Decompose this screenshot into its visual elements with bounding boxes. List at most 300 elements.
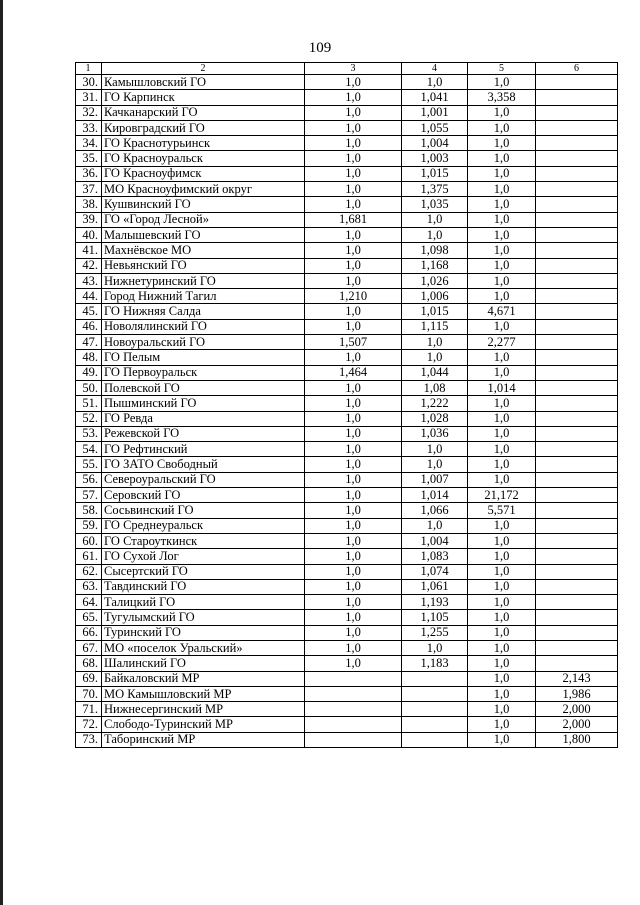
table-row (76, 90, 618, 105)
row-number: 37. (76, 182, 102, 197)
table-row (76, 396, 618, 411)
row-number: 34. (76, 136, 102, 151)
table-row (76, 243, 618, 258)
value-col-3: 1,0 (305, 197, 402, 212)
municipality-name: Туринский ГО (102, 625, 305, 640)
row-number: 55. (76, 457, 102, 472)
value-col-4: 1,028 (402, 411, 468, 426)
value-col-3: 1,0 (305, 120, 402, 135)
value-col-5: 1,0 (468, 595, 536, 610)
municipality-name: ГО Сухой Лог (102, 549, 305, 564)
value-col-5: 1,0 (468, 396, 536, 411)
value-col-6 (536, 75, 618, 90)
row-number: 63. (76, 579, 102, 594)
value-col-4: 1,255 (402, 625, 468, 640)
value-col-5: 1,0 (468, 564, 536, 579)
value-col-5: 1,0 (468, 273, 536, 288)
value-col-6 (536, 289, 618, 304)
table-row (76, 564, 618, 579)
municipality-name: Таборинский МР (102, 732, 305, 747)
municipality-name: Камышловский ГО (102, 75, 305, 90)
value-col-4: 1,0 (402, 457, 468, 472)
row-number: 71. (76, 702, 102, 717)
municipality-name: ГО Среднеуральск (102, 518, 305, 533)
value-col-4: 1,041 (402, 90, 468, 105)
municipality-name: МО Красноуфимский округ (102, 182, 305, 197)
value-col-5: 1,0 (468, 625, 536, 640)
column-header-6: 6 (536, 63, 618, 75)
row-number: 47. (76, 335, 102, 350)
value-col-6: 2,000 (536, 717, 618, 732)
table-row (76, 472, 618, 487)
value-col-5: 1,0 (468, 197, 536, 212)
value-col-5: 21,172 (468, 488, 536, 503)
value-col-5: 1,0 (468, 533, 536, 548)
value-col-5: 1,0 (468, 166, 536, 181)
value-col-5: 1,0 (468, 136, 536, 151)
value-col-4: 1,003 (402, 151, 468, 166)
row-number: 49. (76, 365, 102, 380)
table-row (76, 411, 618, 426)
value-col-4 (402, 671, 468, 686)
value-col-5: 1,0 (468, 151, 536, 166)
page-number: 109 (308, 40, 332, 56)
value-col-6 (536, 426, 618, 441)
value-col-3: 1,210 (305, 289, 402, 304)
value-col-4: 1,0 (402, 227, 468, 242)
municipality-name: ГО Пелым (102, 350, 305, 365)
value-col-6 (536, 258, 618, 273)
value-col-4: 1,183 (402, 656, 468, 671)
scan-edge (0, 0, 3, 905)
row-number: 30. (76, 75, 102, 90)
value-col-4: 1,074 (402, 564, 468, 579)
value-col-4: 1,0 (402, 640, 468, 655)
table-row (76, 640, 618, 655)
value-col-6: 2,000 (536, 702, 618, 717)
municipality-name: ГО Ревда (102, 411, 305, 426)
row-number: 62. (76, 564, 102, 579)
value-col-6 (536, 656, 618, 671)
municipality-name: ГО Нижняя Салда (102, 304, 305, 319)
value-col-3: 1,0 (305, 243, 402, 258)
value-col-4: 1,375 (402, 182, 468, 197)
row-number: 33. (76, 120, 102, 135)
table-row (76, 227, 618, 242)
value-col-4 (402, 732, 468, 747)
table-row (76, 182, 618, 197)
value-col-3: 1,0 (305, 518, 402, 533)
value-col-6 (536, 365, 618, 380)
municipality-name: Сосьвинский ГО (102, 503, 305, 518)
municipality-name: ГО ЗАТО Свободный (102, 457, 305, 472)
row-number: 60. (76, 533, 102, 548)
row-number: 67. (76, 640, 102, 655)
value-col-4: 1,168 (402, 258, 468, 273)
municipality-name: Байкаловский МР (102, 671, 305, 686)
municipality-name: МО Камышловский МР (102, 686, 305, 701)
row-number: 69. (76, 671, 102, 686)
table-row (76, 595, 618, 610)
value-col-6 (536, 564, 618, 579)
table-row (76, 136, 618, 151)
value-col-3: 1,0 (305, 136, 402, 151)
table-row (76, 380, 618, 395)
row-number: 73. (76, 732, 102, 747)
value-col-4: 1,006 (402, 289, 468, 304)
value-col-3: 1,0 (305, 472, 402, 487)
value-col-6 (536, 350, 618, 365)
table-row (76, 166, 618, 181)
table-row (76, 75, 618, 90)
value-col-4: 1,007 (402, 472, 468, 487)
value-col-4: 1,222 (402, 396, 468, 411)
table-row (76, 671, 618, 686)
value-col-3: 1,0 (305, 610, 402, 625)
municipality-name: Новоуральский ГО (102, 335, 305, 350)
table-row (76, 656, 618, 671)
row-number: 61. (76, 549, 102, 564)
table-row (76, 518, 618, 533)
value-col-3: 1,0 (305, 457, 402, 472)
table-row (76, 702, 618, 717)
municipality-name: Полевской ГО (102, 380, 305, 395)
value-col-3: 1,0 (305, 656, 402, 671)
value-col-6 (536, 151, 618, 166)
value-col-4: 1,098 (402, 243, 468, 258)
value-col-4: 1,105 (402, 610, 468, 625)
value-col-5: 1,014 (468, 380, 536, 395)
row-number: 51. (76, 396, 102, 411)
table-row (76, 503, 618, 518)
municipality-name: Сысертский ГО (102, 564, 305, 579)
value-col-6 (536, 457, 618, 472)
municipality-name: Талицкий ГО (102, 595, 305, 610)
value-col-4: 1,083 (402, 549, 468, 564)
row-number: 44. (76, 289, 102, 304)
value-col-5: 1,0 (468, 686, 536, 701)
value-col-4: 1,035 (402, 197, 468, 212)
row-number: 41. (76, 243, 102, 258)
value-col-6: 1,986 (536, 686, 618, 701)
municipality-name: Качканарский ГО (102, 105, 305, 120)
municipality-name: ГО Рефтинский (102, 442, 305, 457)
table-row (76, 350, 618, 365)
row-number: 31. (76, 90, 102, 105)
value-col-5: 1,0 (468, 289, 536, 304)
value-col-5: 1,0 (468, 227, 536, 242)
row-number: 56. (76, 472, 102, 487)
value-col-3: 1,0 (305, 151, 402, 166)
value-col-4: 1,015 (402, 304, 468, 319)
table-row (76, 579, 618, 594)
value-col-5: 1,0 (468, 319, 536, 334)
value-col-3: 1,0 (305, 442, 402, 457)
value-col-4: 1,001 (402, 105, 468, 120)
value-col-3 (305, 671, 402, 686)
value-col-5: 1,0 (468, 411, 536, 426)
row-number: 46. (76, 319, 102, 334)
value-col-3: 1,0 (305, 625, 402, 640)
value-col-3: 1,0 (305, 564, 402, 579)
value-col-4: 1,0 (402, 75, 468, 90)
value-col-4: 1,0 (402, 442, 468, 457)
value-col-5: 1,0 (468, 350, 536, 365)
table-row (76, 426, 618, 441)
row-number: 52. (76, 411, 102, 426)
value-col-3: 1,0 (305, 227, 402, 242)
value-col-4: 1,015 (402, 166, 468, 181)
municipality-name: ГО Красноуфимск (102, 166, 305, 181)
row-number: 39. (76, 212, 102, 227)
value-col-4: 1,044 (402, 365, 468, 380)
value-col-5: 2,277 (468, 335, 536, 350)
municipality-name: Слободо-Туринский МР (102, 717, 305, 732)
table-row (76, 105, 618, 120)
value-col-3 (305, 702, 402, 717)
table-row (76, 335, 618, 350)
table-row (76, 151, 618, 166)
value-col-6 (536, 442, 618, 457)
value-col-3: 1,0 (305, 488, 402, 503)
value-col-6 (536, 533, 618, 548)
column-header-1: 1 (76, 63, 102, 75)
value-col-5: 5,571 (468, 503, 536, 518)
value-col-4: 1,061 (402, 579, 468, 594)
municipality-name: Невьянский ГО (102, 258, 305, 273)
value-col-6 (536, 166, 618, 181)
value-col-6 (536, 503, 618, 518)
value-col-3: 1,0 (305, 350, 402, 365)
value-col-4 (402, 686, 468, 701)
value-col-6 (536, 411, 618, 426)
table-row (76, 717, 618, 732)
municipality-name: Кушвинский ГО (102, 197, 305, 212)
value-col-6 (536, 136, 618, 151)
value-col-5: 1,0 (468, 120, 536, 135)
value-col-4: 1,066 (402, 503, 468, 518)
value-col-6 (536, 212, 618, 227)
value-col-3 (305, 686, 402, 701)
value-col-6 (536, 518, 618, 533)
municipality-name: Североуральский ГО (102, 472, 305, 487)
value-col-6 (536, 595, 618, 610)
value-col-4: 1,115 (402, 319, 468, 334)
municipality-name: ГО Карпинск (102, 90, 305, 105)
value-col-4 (402, 702, 468, 717)
value-col-5: 1,0 (468, 610, 536, 625)
value-col-5: 1,0 (468, 182, 536, 197)
row-number: 38. (76, 197, 102, 212)
value-col-5: 1,0 (468, 671, 536, 686)
value-col-5: 1,0 (468, 75, 536, 90)
value-col-3: 1,0 (305, 304, 402, 319)
value-col-6 (536, 105, 618, 120)
table-body (76, 75, 618, 748)
value-col-3: 1,681 (305, 212, 402, 227)
value-col-4: 1,004 (402, 136, 468, 151)
table-row (76, 549, 618, 564)
value-col-4: 1,0 (402, 350, 468, 365)
municipality-name: Серовский ГО (102, 488, 305, 503)
row-number: 70. (76, 686, 102, 701)
value-col-5: 1,0 (468, 105, 536, 120)
value-col-4: 1,0 (402, 518, 468, 533)
value-col-3: 1,0 (305, 380, 402, 395)
municipality-name: Режевской ГО (102, 426, 305, 441)
value-col-5: 3,358 (468, 90, 536, 105)
value-col-5: 1,0 (468, 518, 536, 533)
value-col-4: 1,026 (402, 273, 468, 288)
value-col-5: 1,0 (468, 457, 536, 472)
value-col-4: 1,193 (402, 595, 468, 610)
value-col-5: 1,0 (468, 702, 536, 717)
value-col-3: 1,0 (305, 640, 402, 655)
row-number: 36. (76, 166, 102, 181)
value-col-3: 1,0 (305, 579, 402, 594)
municipality-name: Новолялинский ГО (102, 319, 305, 334)
row-number: 43. (76, 273, 102, 288)
table-row (76, 457, 618, 472)
row-number: 45. (76, 304, 102, 319)
row-number: 64. (76, 595, 102, 610)
value-col-3 (305, 717, 402, 732)
table-row (76, 625, 618, 640)
table-row (76, 533, 618, 548)
value-col-6 (536, 610, 618, 625)
value-col-3: 1,0 (305, 105, 402, 120)
row-number: 68. (76, 656, 102, 671)
table-row (76, 197, 618, 212)
municipality-name: Пышминский ГО (102, 396, 305, 411)
value-col-6 (536, 549, 618, 564)
value-col-3: 1,0 (305, 411, 402, 426)
table-row (76, 365, 618, 380)
value-col-6 (536, 227, 618, 242)
column-header-3: 3 (305, 63, 402, 75)
municipality-name: Нижнесергинский МР (102, 702, 305, 717)
value-col-3 (305, 732, 402, 747)
value-col-3: 1,0 (305, 396, 402, 411)
value-col-4: 1,0 (402, 212, 468, 227)
row-number: 35. (76, 151, 102, 166)
row-number: 66. (76, 625, 102, 640)
value-col-5: 1,0 (468, 549, 536, 564)
table-row (76, 610, 618, 625)
municipality-name: ГО Красноуральск (102, 151, 305, 166)
row-number: 53. (76, 426, 102, 441)
row-number: 50. (76, 380, 102, 395)
municipality-name: ГО Краснотурьинск (102, 136, 305, 151)
value-col-5: 1,0 (468, 258, 536, 273)
value-col-3: 1,0 (305, 533, 402, 548)
value-col-3: 1,507 (305, 335, 402, 350)
value-col-6 (536, 472, 618, 487)
municipality-name: ГО Староуткинск (102, 533, 305, 548)
value-col-5: 1,0 (468, 717, 536, 732)
data-table (75, 62, 618, 748)
row-number: 40. (76, 227, 102, 242)
value-col-4: 1,0 (402, 335, 468, 350)
value-col-5: 1,0 (468, 579, 536, 594)
table-row (76, 273, 618, 288)
row-number: 65. (76, 610, 102, 625)
value-col-6 (536, 90, 618, 105)
row-number: 57. (76, 488, 102, 503)
value-col-6 (536, 319, 618, 334)
value-col-6 (536, 120, 618, 135)
table-row (76, 488, 618, 503)
value-col-6 (536, 182, 618, 197)
value-col-5: 4,671 (468, 304, 536, 319)
row-number: 54. (76, 442, 102, 457)
value-col-6 (536, 380, 618, 395)
value-col-6 (536, 197, 618, 212)
value-col-5: 1,0 (468, 732, 536, 747)
value-col-6 (536, 640, 618, 655)
table-row (76, 258, 618, 273)
municipality-name: Малышевский ГО (102, 227, 305, 242)
value-col-6 (536, 304, 618, 319)
value-col-5: 1,0 (468, 243, 536, 258)
table-row (76, 686, 618, 701)
value-col-6 (536, 579, 618, 594)
value-col-3: 1,0 (305, 75, 402, 90)
table-header-row (76, 63, 618, 75)
value-col-6 (536, 243, 618, 258)
municipality-name: Тавдинский ГО (102, 579, 305, 594)
value-col-3: 1,0 (305, 319, 402, 334)
table-row (76, 120, 618, 135)
value-col-4: 1,08 (402, 380, 468, 395)
table-row (76, 319, 618, 334)
table-row (76, 732, 618, 747)
value-col-3: 1,0 (305, 549, 402, 564)
value-col-6 (536, 273, 618, 288)
value-col-3: 1,0 (305, 258, 402, 273)
value-col-5: 1,0 (468, 442, 536, 457)
value-col-4: 1,036 (402, 426, 468, 441)
value-col-5: 1,0 (468, 426, 536, 441)
value-col-4: 1,004 (402, 533, 468, 548)
value-col-6: 2,143 (536, 671, 618, 686)
value-col-6: 1,800 (536, 732, 618, 747)
value-col-3: 1,0 (305, 595, 402, 610)
value-col-6 (536, 625, 618, 640)
value-col-6 (536, 335, 618, 350)
table-row (76, 289, 618, 304)
row-number: 42. (76, 258, 102, 273)
value-col-5: 1,0 (468, 365, 536, 380)
column-header-4: 4 (402, 63, 468, 75)
value-col-3: 1,0 (305, 90, 402, 105)
value-col-3: 1,0 (305, 182, 402, 197)
municipality-name: Шалинский ГО (102, 656, 305, 671)
municipality-name: Кировградский ГО (102, 120, 305, 135)
value-col-5: 1,0 (468, 212, 536, 227)
table-row (76, 442, 618, 457)
municipality-name: ГО «Город Лесной» (102, 212, 305, 227)
column-header-2: 2 (102, 63, 305, 75)
municipality-name: ГО Первоуральск (102, 365, 305, 380)
row-number: 58. (76, 503, 102, 518)
value-col-5: 1,0 (468, 472, 536, 487)
value-col-4: 1,055 (402, 120, 468, 135)
value-col-5: 1,0 (468, 640, 536, 655)
municipality-name: Тугулымский ГО (102, 610, 305, 625)
value-col-5: 1,0 (468, 656, 536, 671)
row-number: 48. (76, 350, 102, 365)
